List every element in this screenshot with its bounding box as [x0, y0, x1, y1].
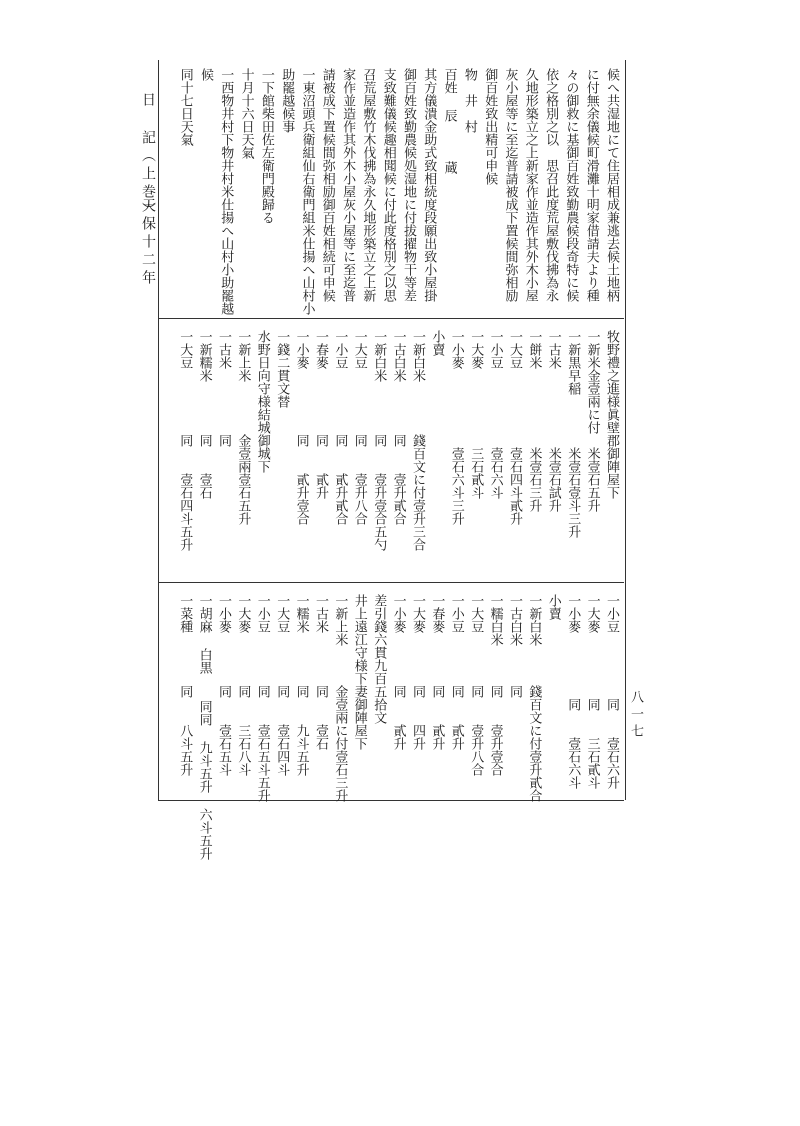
price-column-lower-21: 一胡麻 白黒 同同 九斗五升 六斗五升 [196, 594, 212, 860]
price-column-15: 一春麥 同 貳升 [313, 330, 328, 499]
price-column-lower-22: 一菜種 同 八斗五升 [177, 594, 193, 776]
diary-line-3: 依之格別之以 思召此度荒屋敷伐拂為永 [543, 68, 559, 302]
diary-line-9: 其方儀潰金助式致相続度段願出致小屋掛 [421, 68, 437, 302]
price-column-6: 一小豆 壹石六斗 [487, 330, 503, 499]
price-column-8: 一小麥 壹石六斗三升 [448, 330, 464, 525]
price-column-lower-4: 一新白米 錢百文に付壹升貳合 [526, 594, 542, 802]
price-column-lower-8: 一小豆 同 貳升 [448, 594, 464, 750]
diary-line-6: 御百姓致出精可申候 [482, 68, 498, 185]
price-column-18: 水野日向守様結城御城下 [254, 330, 270, 473]
diary-line-8: 百姓 辰 蔵 [441, 68, 457, 174]
price-column-lower-2: 一小麥 同 壹石六斗 [565, 594, 581, 789]
diary-line-12: 召荒屋敷竹木伐拂為永久地形築立之上新 [360, 68, 376, 302]
price-column-9: 小賣 [429, 330, 445, 356]
price-column-lower-13: 井上遠江守様下妻御陣屋下 [351, 594, 367, 750]
price-column-10: 一新白米 錢百文に付壹升三合 [410, 330, 425, 551]
band-separator-2 [158, 582, 624, 583]
price-column-lower-3: 小賣 [545, 594, 561, 620]
price-column-13: 一大豆 同 壹升八合 [351, 330, 367, 525]
diary-line-1: に付無余儀候町滑灘十明家借請夫より種 [583, 68, 599, 302]
price-column-19: 一新上米 金壹兩壹石五升 [235, 330, 251, 525]
era-label: 天保十二年 [140, 198, 156, 288]
price-column-17: 一錢二貫文替 [274, 330, 290, 408]
price-column-5: 一大豆 壹石四斗貳升 [507, 330, 522, 525]
price-column-lower-5: 一古白米 同 [507, 594, 522, 698]
diary-line-15: 一東沼頭兵衛組仙右衛門組米仕揚へ山村小 [299, 68, 315, 315]
price-column-lower-19: 一大麥 同 三石八斗 [235, 594, 251, 776]
price-column-7: 一大麥 三石貳斗 [468, 330, 484, 499]
book-title: 日 記（上巻） [140, 92, 156, 220]
diary-line-19: 一西物井村下物井村米仕揚へ山村小助罷越 [218, 68, 234, 315]
price-column-12: 一新白米 同 壹升壹合五勺 [371, 330, 387, 551]
diary-line-0: 候へ共湿地にて住居相成兼逃去候土地柄 [604, 68, 619, 302]
price-column-lower-0: 一小豆 同 壹石六升 [604, 594, 619, 789]
page-number: 八一七 [628, 690, 643, 741]
price-column-lower-6: 一糯白米 同 壹升壹合 [487, 594, 503, 776]
price-column-14: 一小豆 同 貳升貳合 [332, 330, 348, 525]
price-column-0: 牧野禮之進様眞壁郡御陣屋下 [604, 330, 619, 499]
price-column-22: 一大豆 同 壹石四斗五升 [177, 330, 193, 551]
price-column-lower-11: 一小麥 同 貳升 [390, 594, 406, 750]
price-column-lower-10: 一大麥 同 四升 [410, 594, 425, 750]
diary-line-13: 家作並造作其外木小屋灰小屋等に至迄普 [340, 68, 356, 302]
diary-line-10: 御百姓致勤農候処湿地に付拔擢物干等差 [401, 68, 416, 302]
price-column-4: 一餅米 米壹石三升 [526, 330, 542, 512]
price-column-21: 一新糯米 同 壹石 [196, 330, 212, 499]
price-column-2: 一新黒早稲 米壹石壹斗三升 [565, 330, 581, 538]
diary-line-16: 助罷越候事 [279, 68, 295, 133]
price-column-16: 一小麥 同 貳升壹合 [293, 330, 309, 525]
band-separator-1 [158, 318, 624, 319]
price-column-lower-18: 一小豆 同 壹石五斗五升 [254, 594, 270, 802]
price-column-lower-20: 一小麥 同 壹石五斗 [216, 594, 231, 776]
diary-line-17: 一下館柴田佐左衛門殿歸る [258, 68, 274, 224]
price-column-lower-1: 一大麥 同 三石貳斗 [584, 594, 600, 789]
price-column-lower-7: 一大豆 同 壹升八合 [468, 594, 484, 776]
diary-line-20: 候 [198, 68, 213, 81]
diary-line-4: 久地形築立之上新家作並造作其外木小屋 [522, 68, 538, 302]
price-column-lower-17: 一大豆 同 壹石四斗 [274, 594, 290, 776]
diary-line-7: 物 井 村 [461, 68, 477, 133]
price-column-lower-16: 一糯米 同 九斗五升 [293, 594, 309, 776]
price-column-1: 一新米金壹兩に付 米壹石五升 [584, 330, 600, 512]
price-column-20: 一古米 同 [216, 330, 231, 447]
price-column-lower-15: 一古米 同 壹石 [313, 594, 328, 750]
price-column-lower-12: 差引錢六貫九百五拾文 [371, 594, 387, 724]
page-bottom-rule [158, 800, 624, 801]
price-column-11: 一古白米 同 壹升貳合 [390, 330, 406, 525]
diary-line-18: 十月十六日天氣 [238, 68, 254, 159]
diary-line-11: 支致難儀候趣相聞候に付此度格別之以思 [380, 68, 396, 302]
diary-line-21: 同十七日天氣 [177, 68, 193, 146]
price-column-3: 一古米 米壹石試升 [545, 330, 561, 512]
diary-line-5: 灰小屋等に至迄普請被成下置候間弥相励 [502, 68, 518, 302]
price-column-lower-14: 一新上米 金壹兩に付壹石三升 [332, 594, 348, 802]
diary-line-14: 請被成下置候間弥相励御百姓相続可申候 [319, 68, 335, 302]
price-column-lower-9: 一春麥 同 貳升 [429, 594, 445, 750]
diary-line-2: 々の御救に基御百姓致勤農候段奇特に候 [563, 68, 579, 302]
